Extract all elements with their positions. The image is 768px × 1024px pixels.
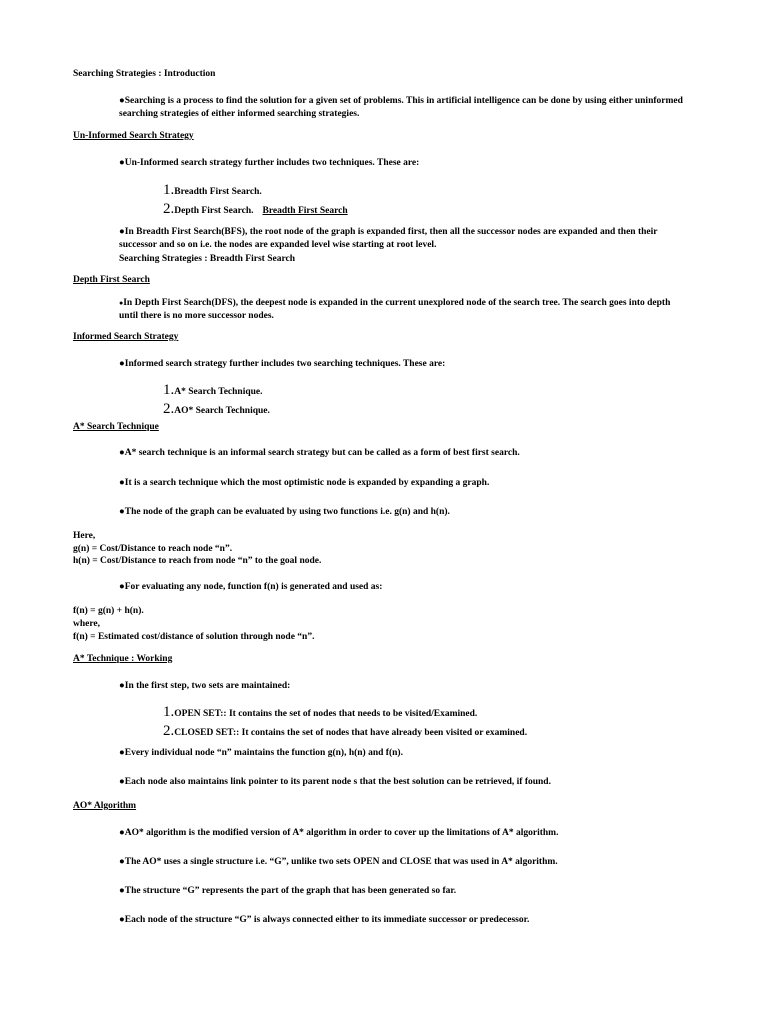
heading-working: A* Technique : Working bbox=[73, 654, 173, 664]
astar-bullet-2: ●It is a search technique which the most optimistic node is expanded by expanding a graph. bbox=[119, 478, 490, 488]
heading-informed: Informed Search Strategy bbox=[73, 332, 179, 342]
list-number: 1. bbox=[163, 182, 175, 198]
astar-h-def: h(n) = Cost/Distance to reach from node “n” to the goal node. bbox=[73, 556, 322, 566]
bullet-icon: ● bbox=[119, 828, 125, 838]
bullet-icon: ● bbox=[119, 96, 125, 106]
list-item-dfs: 2.Depth First Search. Breadth First Search bbox=[163, 201, 348, 217]
bfs-paragraph: ●In Breadth First Search(BFS), the root node of the graph is expanded first, then all the successor nodes are expanded and then their successor and so on i.e. the nodes are expanded level wise starting at root level. bbox=[119, 227, 658, 250]
dfs-paragraph: ●In Depth First Search(DFS), the deepest node is expanded in the current unexplored node of the search tree. The search goes into depth until there is no more successor nodes. bbox=[119, 298, 671, 321]
intro-paragraph: ●Searching is a process to find the solution for a given set of problems. This in artificial intelligence can be done by using either uninformed searching strategies of either informed searching strategies. bbox=[119, 96, 683, 119]
list-item-open-set: 1.OPEN SET:: It contains the set of nodes that needs to be visited/Examined. bbox=[163, 704, 478, 720]
aostar-bullet-4: ●Each node of the structure “G” is always connected either to its immediate successor or predecessor. bbox=[119, 915, 530, 925]
heading-bfs-inline: Breadth First Search bbox=[262, 206, 348, 216]
bullet-icon: ● bbox=[119, 886, 125, 896]
list-item-astar: 1.A* Search Technique. bbox=[163, 382, 263, 398]
aostar-bullet-2: ●The AO* uses a single structure i.e. “G”, unlike two sets OPEN and CLOSE that was used in A* algorithm. bbox=[119, 857, 558, 867]
bullet-icon: ● bbox=[119, 857, 125, 867]
working-bullet-3: ●Each node also maintains link pointer to its parent node s that the best solution can be retrieved, if found. bbox=[119, 777, 551, 787]
page-title: Searching Strategies : Introduction bbox=[73, 69, 216, 79]
list-item-closed-set: 2.CLOSED SET:: It contains the set of nodes that have already been visited or examined. bbox=[163, 723, 528, 739]
aostar-bullet-3: ●The structure “G” represents the part of the graph that has been generated so far. bbox=[119, 886, 457, 896]
astar-f-def: f(n) = Estimated cost/distance of solution through node “n”. bbox=[73, 632, 315, 642]
bullet-icon: ● bbox=[119, 915, 125, 925]
list-number: 2. bbox=[163, 201, 175, 217]
astar-bullet-3: ●The node of the graph can be evaluated by using two functions i.e. g(n) and h(n). bbox=[119, 507, 450, 517]
bullet-icon: ● bbox=[119, 359, 125, 369]
bullet-icon: ● bbox=[119, 777, 125, 787]
list-item-bfs: 1.Breadth First Search. bbox=[163, 182, 262, 198]
heading-uninformed: Un-Informed Search Strategy bbox=[73, 131, 194, 141]
bullet-icon: ● bbox=[119, 448, 125, 458]
bullet-icon: ● bbox=[119, 507, 125, 517]
astar-bullet-1: ●A* search technique is an informal search strategy but can be called as a form of best first search. bbox=[119, 448, 520, 458]
heading-aostar: AO* Algorithm bbox=[73, 801, 137, 811]
bullet-icon: ● bbox=[119, 478, 125, 488]
astar-g-def: g(n) = Cost/Distance to reach node “n”. bbox=[73, 544, 233, 554]
astar-f-formula: f(n) = g(n) + h(n). bbox=[73, 606, 144, 616]
working-bullet-2: ●Every individual node “n” maintains the function g(n), h(n) and f(n). bbox=[119, 748, 403, 758]
bullet-icon: ● bbox=[119, 681, 125, 691]
aostar-bullet-1: ●AO* algorithm is the modified version of A* algorithm in order to cover up the limitations of A* algorithm. bbox=[119, 828, 559, 838]
astar-where: where, bbox=[73, 619, 100, 629]
astar-bullet-4: ●For evaluating any node, function f(n) is generated and used as: bbox=[119, 582, 383, 592]
list-number: 2. bbox=[163, 401, 175, 417]
informed-bullet: ●Informed search strategy further includes two searching techniques. These are: bbox=[119, 359, 446, 369]
list-number: 1. bbox=[163, 704, 175, 720]
working-bullet-1: ●In the first step, two sets are maintained: bbox=[119, 681, 291, 691]
uninformed-bullet: ●Un-Informed search strategy further includes two techniques. These are: bbox=[119, 158, 420, 168]
bfs-caption: Searching Strategies : Breadth First Search bbox=[119, 254, 295, 264]
bullet-icon: ● bbox=[119, 227, 125, 237]
bullet-icon: ● bbox=[119, 748, 125, 758]
list-number: 1. bbox=[163, 382, 175, 398]
list-number: 2. bbox=[163, 723, 175, 739]
astar-here: Here, bbox=[73, 531, 96, 541]
list-item-aostar: 2.AO* Search Technique. bbox=[163, 401, 270, 417]
heading-dfs: Depth First Search bbox=[73, 275, 150, 285]
heading-astar: A* Search Technique bbox=[73, 422, 159, 432]
bullet-icon: ● bbox=[119, 582, 125, 592]
bullet-icon: ● bbox=[119, 299, 124, 307]
bullet-icon: ● bbox=[119, 158, 125, 168]
